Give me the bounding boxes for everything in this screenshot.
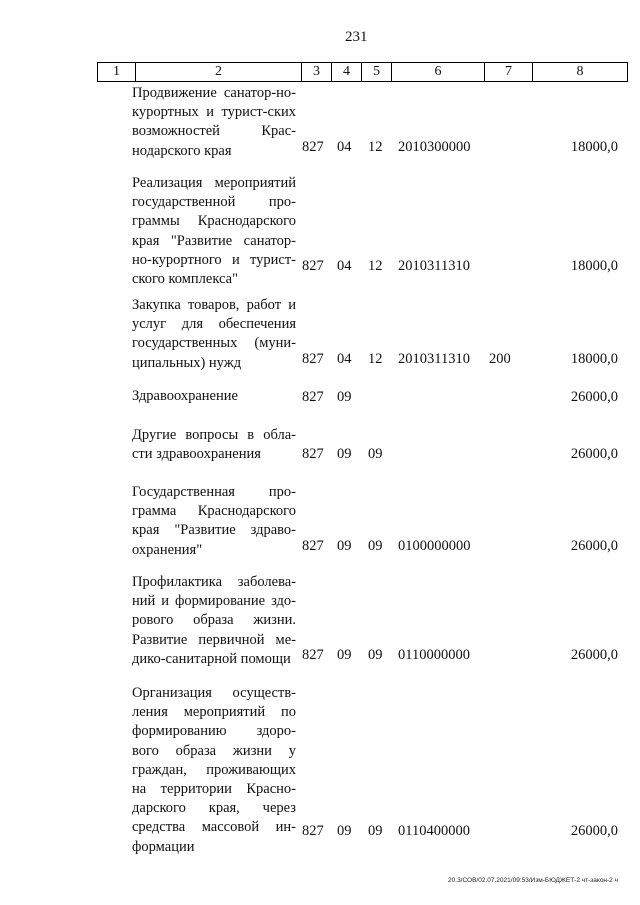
row-amount: 18000,0 (570, 138, 618, 155)
row-name: Закупка товаров, работ и услуг для обеспечения государственных (муни-ципальных) нужд (132, 297, 296, 371)
row-section: 09 (337, 822, 352, 839)
row-expense-type: 200 (489, 350, 511, 367)
row-amount: 26000,0 (570, 537, 618, 554)
row-admin-code: 827 (302, 138, 324, 155)
row-target-code: 2010311310 (398, 350, 470, 367)
row-section: 09 (337, 537, 352, 554)
row-section: 04 (337, 350, 352, 367)
footer-stamp: 20.3/СОВ/02.07.2021/09:53/Изм-БЮДЖЕТ-2 чт-закон-2 ч (448, 877, 618, 884)
row-subsection: 09 (368, 646, 383, 663)
row-amount: 26000,0 (570, 445, 618, 462)
column-header-table (97, 62, 628, 82)
row-subsection: 12 (368, 350, 383, 367)
table-row (0, 387, 640, 407)
row-admin-code: 827 (302, 445, 324, 462)
column-header-row (98, 63, 628, 82)
col-header-8: 8 (533, 63, 628, 82)
table-row (0, 84, 640, 157)
col-header-7: 7 (485, 63, 533, 82)
row-name: Здравоохранение (132, 388, 238, 404)
col-header-2: 2 (136, 63, 302, 82)
row-amount: 18000,0 (570, 350, 618, 367)
col-header-6: 6 (392, 63, 485, 82)
table-row (0, 296, 640, 369)
row-section: 09 (337, 388, 352, 405)
row-subsection: 12 (368, 257, 383, 274)
row-amount: 18000,0 (570, 257, 618, 274)
row-admin-code: 827 (302, 388, 324, 405)
row-admin-code: 827 (302, 822, 324, 839)
row-target-code: 0110000000 (398, 646, 470, 663)
row-section: 09 (337, 445, 352, 462)
table-row (0, 684, 640, 855)
row-target-code: 2010311310 (398, 257, 470, 274)
col-header-1: 1 (98, 63, 136, 82)
row-admin-code: 827 (302, 350, 324, 367)
row-amount: 26000,0 (570, 646, 618, 663)
row-name: Другие вопросы в обла-сти здравоохранения (132, 427, 296, 463)
row-target-code: 0100000000 (398, 537, 471, 554)
row-section: 04 (337, 257, 352, 274)
col-header-3: 3 (302, 63, 332, 82)
row-name: Организация осуществ-ления мероприятий по формированию здоро-вого образа жизни у граждан, проживающих на территории Красно-дарского края, через средства массовой ин-формации (132, 685, 296, 855)
row-amount: 26000,0 (570, 822, 618, 839)
row-name: Продвижение санатор-но-курортных и турист-ских возможностей Крас-нодарского края (132, 85, 296, 159)
row-admin-code: 827 (302, 646, 324, 663)
table-row (0, 483, 640, 556)
col-header-4: 4 (332, 63, 362, 82)
row-target-code: 2010300000 (398, 138, 471, 155)
row-name: Реализация мероприятий государственной про-граммы Краснодарского края "Развитие санатор-но-курортного и турист-ского комплекса" (132, 175, 296, 288)
row-subsection: 09 (368, 445, 383, 462)
row-section: 09 (337, 646, 352, 663)
table-row (0, 174, 640, 288)
row-amount: 26000,0 (570, 388, 618, 405)
row-section: 04 (337, 138, 352, 155)
row-name: Профилактика заболева-ний и формирование здо-рового образа жизни. Развитие первичной ме-дико-санитарной помощи (132, 574, 296, 667)
col-header-5: 5 (362, 63, 392, 82)
table-row (0, 573, 640, 665)
row-admin-code: 827 (302, 537, 324, 554)
row-subsection: 12 (368, 138, 383, 155)
row-admin-code: 827 (302, 257, 324, 274)
row-name: Государственная про-грамма Краснодарского края "Развитие здраво-охранения" (132, 484, 296, 558)
row-subsection: 09 (368, 822, 383, 839)
row-target-code: 0110400000 (398, 822, 470, 839)
row-subsection: 09 (368, 537, 383, 554)
table-row (0, 426, 640, 464)
